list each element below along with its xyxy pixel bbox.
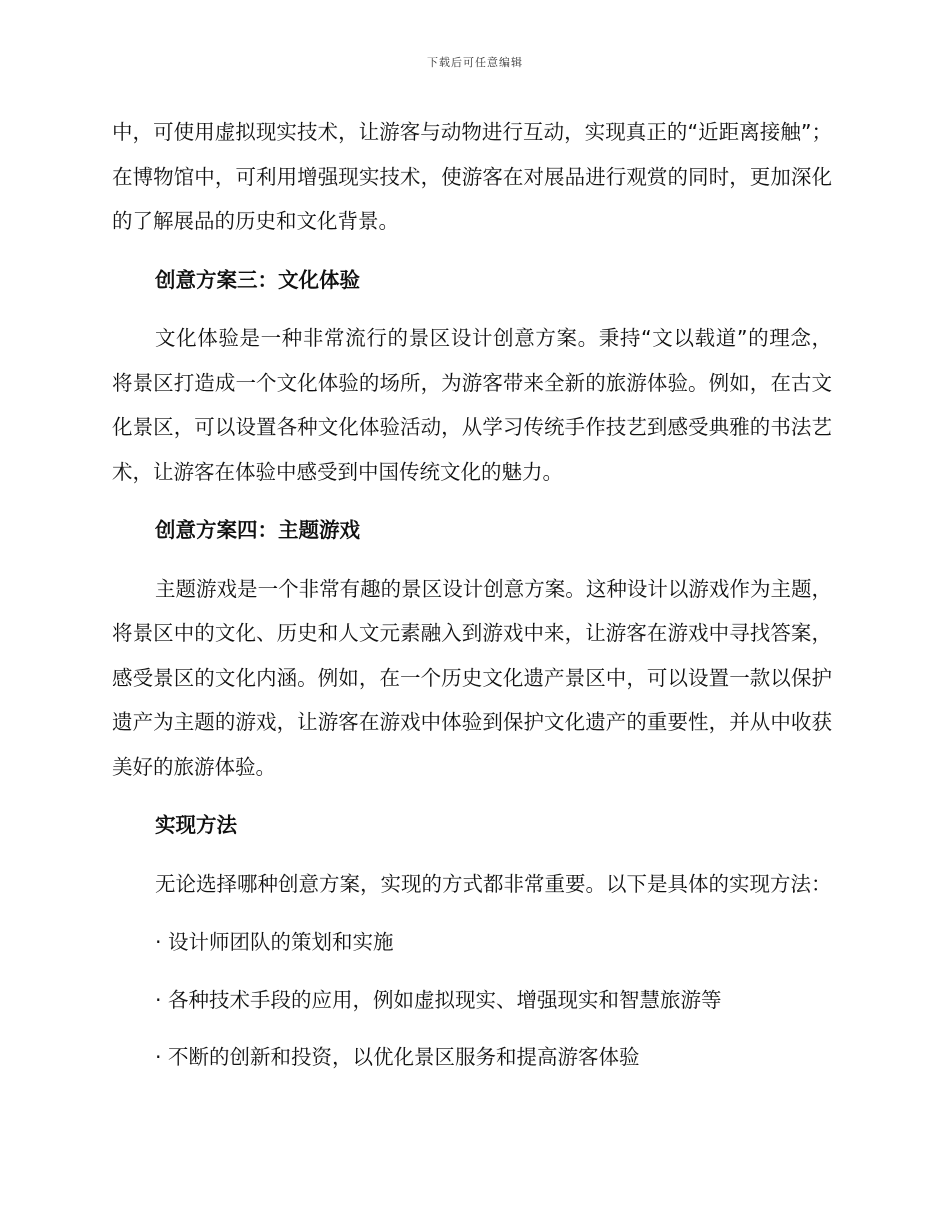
list-item: · 设计师团队的策划和实施	[155, 930, 394, 954]
paragraph-culture-experience: 文化体验是一种非常流行的景区设计创意方案。秉持“文以载道”的理念，将景区打造成一个文化体验的场所，为游客带来全新的旅游体验。例如，在古文化景区，可以设置各种文化体验活动，从学习传统手作技艺到感受典雅的书法艺术，让游客在体验中感受到中国传统文化的魅力。	[112, 326, 832, 484]
list-item: · 不断的创新和投资，以优化景区服务和提高游客体验	[155, 1045, 640, 1069]
section-heading-culture-experience: 创意方案三：文化体验	[155, 267, 360, 292]
document-body	[112, 110, 832, 1093]
page-header: 下载后可任意编辑	[427, 56, 523, 69]
paragraph-implementation: 无论选择哪种创意方案，实现的方式都非常重要。以下是具体的实现方法：	[155, 871, 832, 896]
paragraph-continuation: 中，可使用虚拟现实技术，让游客与动物进行互动，实现真正的“近距离接触”；在博物馆中，可利用增强现实技术，使游客在对展品进行观赏的同时，更加深化的了解展品的历史和文化背景。	[112, 120, 832, 233]
paragraph-theme-game: 主题游戏是一个非常有趣的景区设计创意方案。这种设计以游戏作为主题，将景区中的文化、历史和人文元素融入到游戏中来，让游客在游戏中寻找答案，感受景区的文化内涵。例如，在一个历史文化遗产景区中，可以设置一款以保护遗产为主题的游戏，让游客在游戏中体验到保护文化遗产的重要性，并从中收获美好的旅游体验。	[112, 576, 832, 779]
section-heading-theme-game: 创意方案四：主题游戏	[155, 518, 360, 542]
list-item: · 各种技术手段的应用，例如虚拟现实、增强现实和智慧旅游等	[155, 987, 722, 1012]
section-heading-implementation: 实现方法	[155, 813, 237, 837]
